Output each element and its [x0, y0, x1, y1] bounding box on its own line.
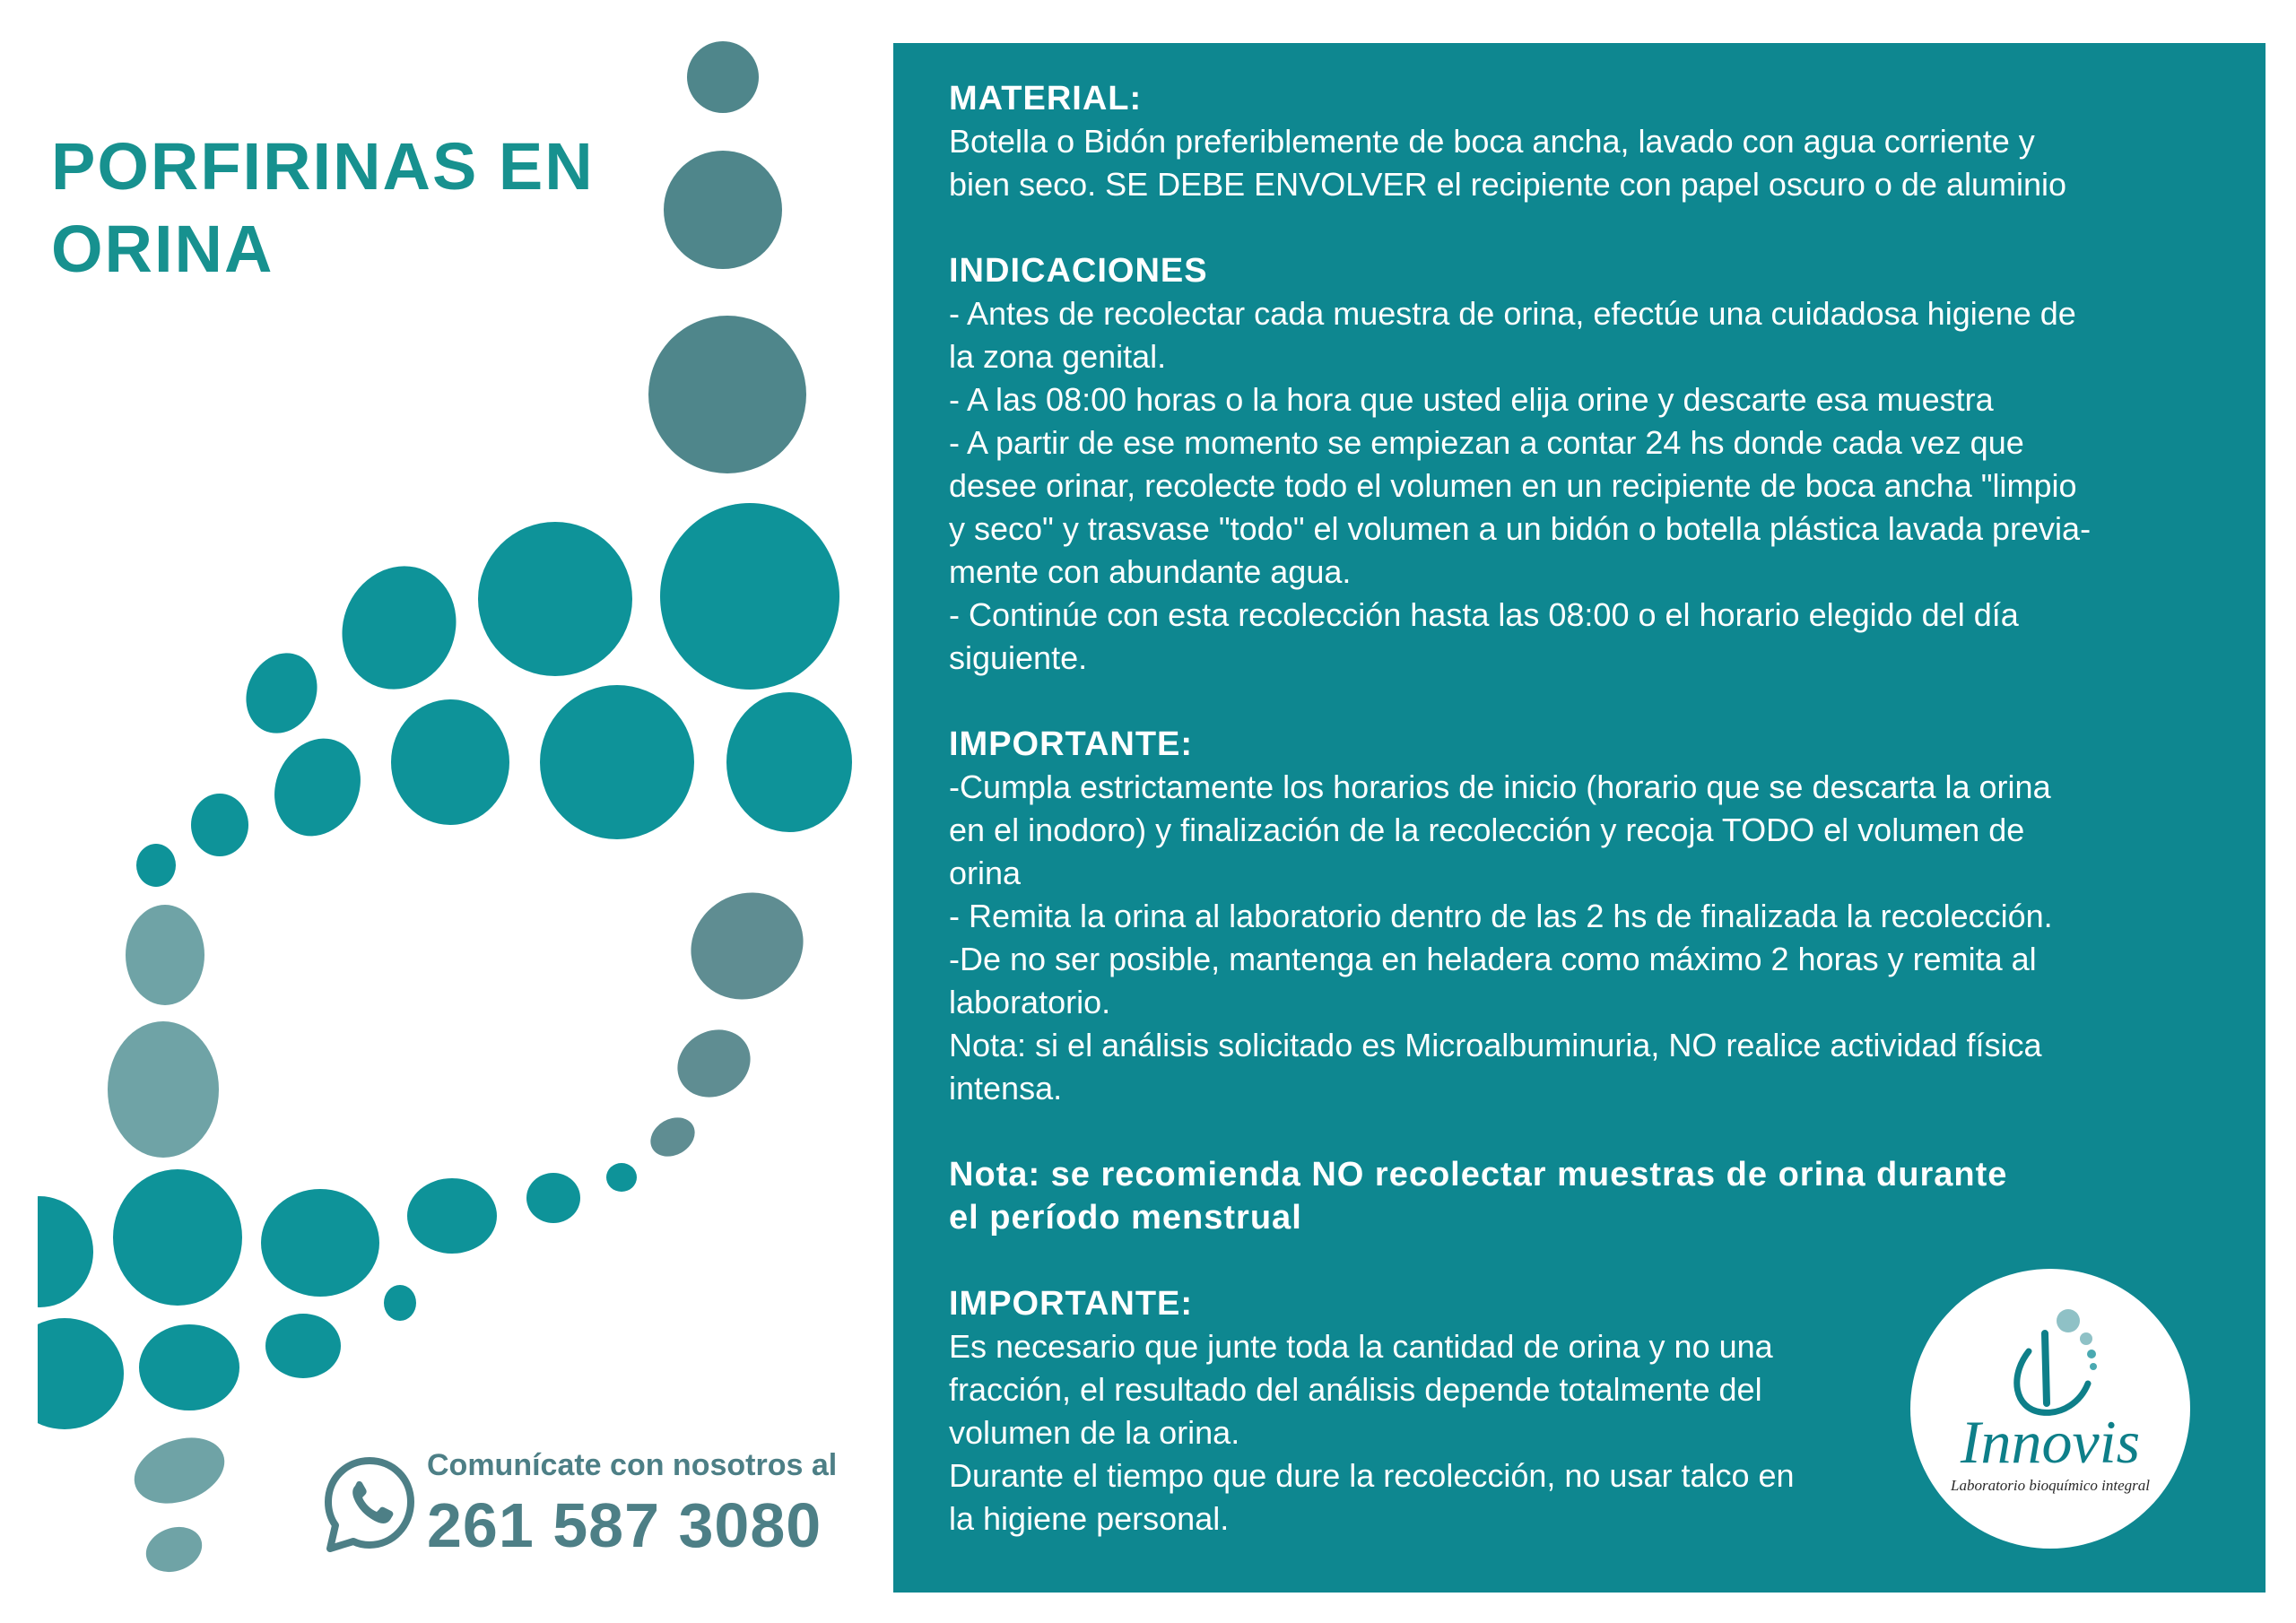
innovis-logo [1910, 1269, 2190, 1549]
note-line: el período menstrual [949, 1199, 1302, 1237]
section-heading: MATERIAL: [949, 80, 1143, 117]
whatsapp-icon[interactable] [323, 1455, 416, 1556]
text-line: mente con abundante agua. [949, 553, 1352, 590]
text-line: y seco" y trasvase "todo" el volumen a un bidón o botella plástica lavada previa- [949, 510, 2092, 547]
text-line: siguiente. [949, 639, 1088, 676]
page-title: PORFIRINAS EN ORINA [51, 129, 595, 286]
text-line: orina [949, 855, 1022, 891]
decorative-dots [0, 0, 888, 1623]
logo-name: Innovis [1960, 1408, 2141, 1476]
section-heading: IMPORTANTE: [949, 725, 1194, 763]
text-line: - A las 08:00 horas o la hora que usted elija orine y descarte esa muestra [949, 381, 1994, 418]
section-material [949, 77, 2219, 206]
text-line: en el inodoro) y finalización de la recolección y recoja TODO el volumen de [949, 812, 2025, 848]
section-importante-1 [949, 723, 2219, 1110]
text-line: - Remita la orina al laboratorio dentro de las 2 hs de finalizada la recolección. [949, 898, 2053, 934]
text-line: -Cumpla estrictamente los horarios de inicio (horario que se descarta la orina [949, 768, 2051, 805]
text-line: - Antes de recolectar cada muestra de orina, efectúe una cuidadosa higiene de [949, 295, 2076, 332]
text-line: la higiene personal. [949, 1500, 1230, 1537]
text-line: Es necesario que junte toda la cantidad de orina y no una [949, 1328, 1773, 1365]
section-importante-2 [949, 1282, 1900, 1541]
text-line: intensa. [949, 1070, 1063, 1107]
text-line: la zona genital. [949, 338, 1167, 375]
text-line: fracción, el resultado del análisis depende totalmente del [949, 1371, 1762, 1408]
text-line: -De no ser posible, mantenga en heladera como máximo 2 horas y remita al [949, 941, 2037, 977]
text-line: Botella o Bidón preferiblemente de boca ancha, lavado con agua corriente y [949, 123, 2035, 160]
contact-label: Comunícate con nosotros al [427, 1448, 838, 1482]
text-line: - A partir de ese momento se empiezan a contar 24 hs donde cada vez que [949, 424, 2024, 461]
section-indicaciones [949, 249, 2219, 680]
text-line: bien seco. SE DEBE ENVOLVER el recipiente con papel oscuro o de aluminio [949, 166, 2067, 203]
text-line: desee orinar, recolecte todo el volumen en un recipiente de boca ancha "limpio [949, 467, 2077, 504]
section-heading: INDICACIONES [949, 252, 1208, 290]
section-heading: IMPORTANTE: [949, 1285, 1194, 1323]
text-line: Durante el tiempo que dure la recolección, no usar talco en [949, 1457, 1795, 1494]
contact-block [323, 1448, 861, 1565]
section-nota [949, 1153, 2219, 1239]
text-line: Nota: si el análisis solicitado es Microalbuminuria, NO realice actividad física [949, 1027, 2042, 1063]
phone-number[interactable]: 261 587 3080 [427, 1490, 822, 1560]
text-line: - Continúe con esta recolección hasta las 08:00 o el horario elegido del día [949, 596, 2019, 633]
text-line: laboratorio. [949, 984, 1111, 1020]
text-line: volumen de la orina. [949, 1414, 1240, 1451]
note-line: Nota: se recomienda NO recolectar muestras de orina durante [949, 1156, 2008, 1193]
logo-subtitle: Laboratorio bioquímico integral [1951, 1477, 2150, 1494]
